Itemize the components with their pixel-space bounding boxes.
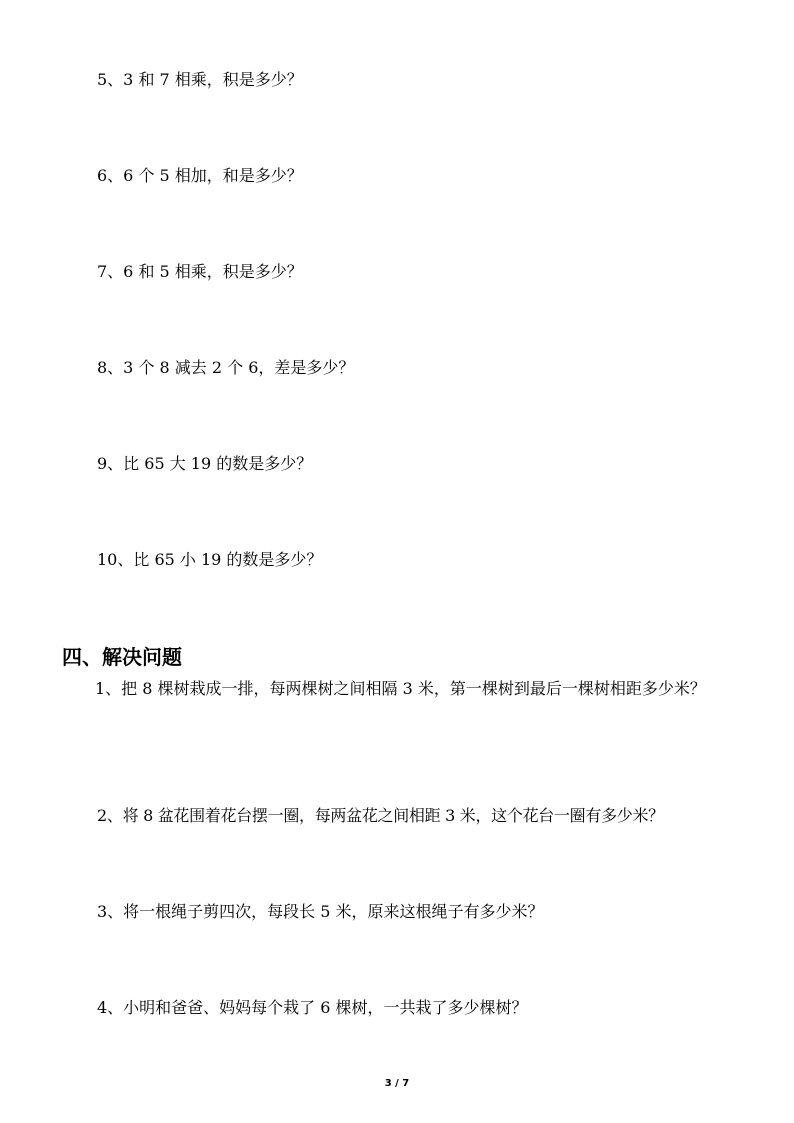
section-heading: 四、解决问题 — [62, 645, 182, 669]
question-6: 6、6 个 5 相加，和是多少？ — [97, 166, 303, 185]
page-number: 3 / 7 — [384, 1078, 410, 1089]
question-7: 7、6 和 5 相乘，积是多少？ — [97, 262, 303, 281]
problem-2: 2、将 8 盆花围着花台摆一圈，每两盆花之间相距 3 米，这个花台一圈有多少米？ — [97, 806, 664, 825]
question-8: 8、3 个 8 减去 2 个 6，差是多少？ — [97, 358, 355, 377]
question-9: 9、比 65 大 19 的数是多少？ — [97, 454, 313, 473]
question-5: 5、3 和 7 相乘，积是多少？ — [97, 70, 303, 89]
problem-4: 4、小明和爸爸、妈妈每个栽了 6 棵树，一共栽了多少棵树？ — [97, 998, 528, 1017]
problem-1: 1、把 8 棵树栽成一排，每两棵树之间相隔 3 米，第一棵树到最后一棵树相距多少米？ — [95, 679, 706, 698]
question-10: 10、比 65 小 19 的数是多少？ — [97, 550, 323, 569]
problem-3: 3、将一根绳子剪四次，每段长 5 米，原来这根绳子有多少米？ — [97, 902, 544, 921]
